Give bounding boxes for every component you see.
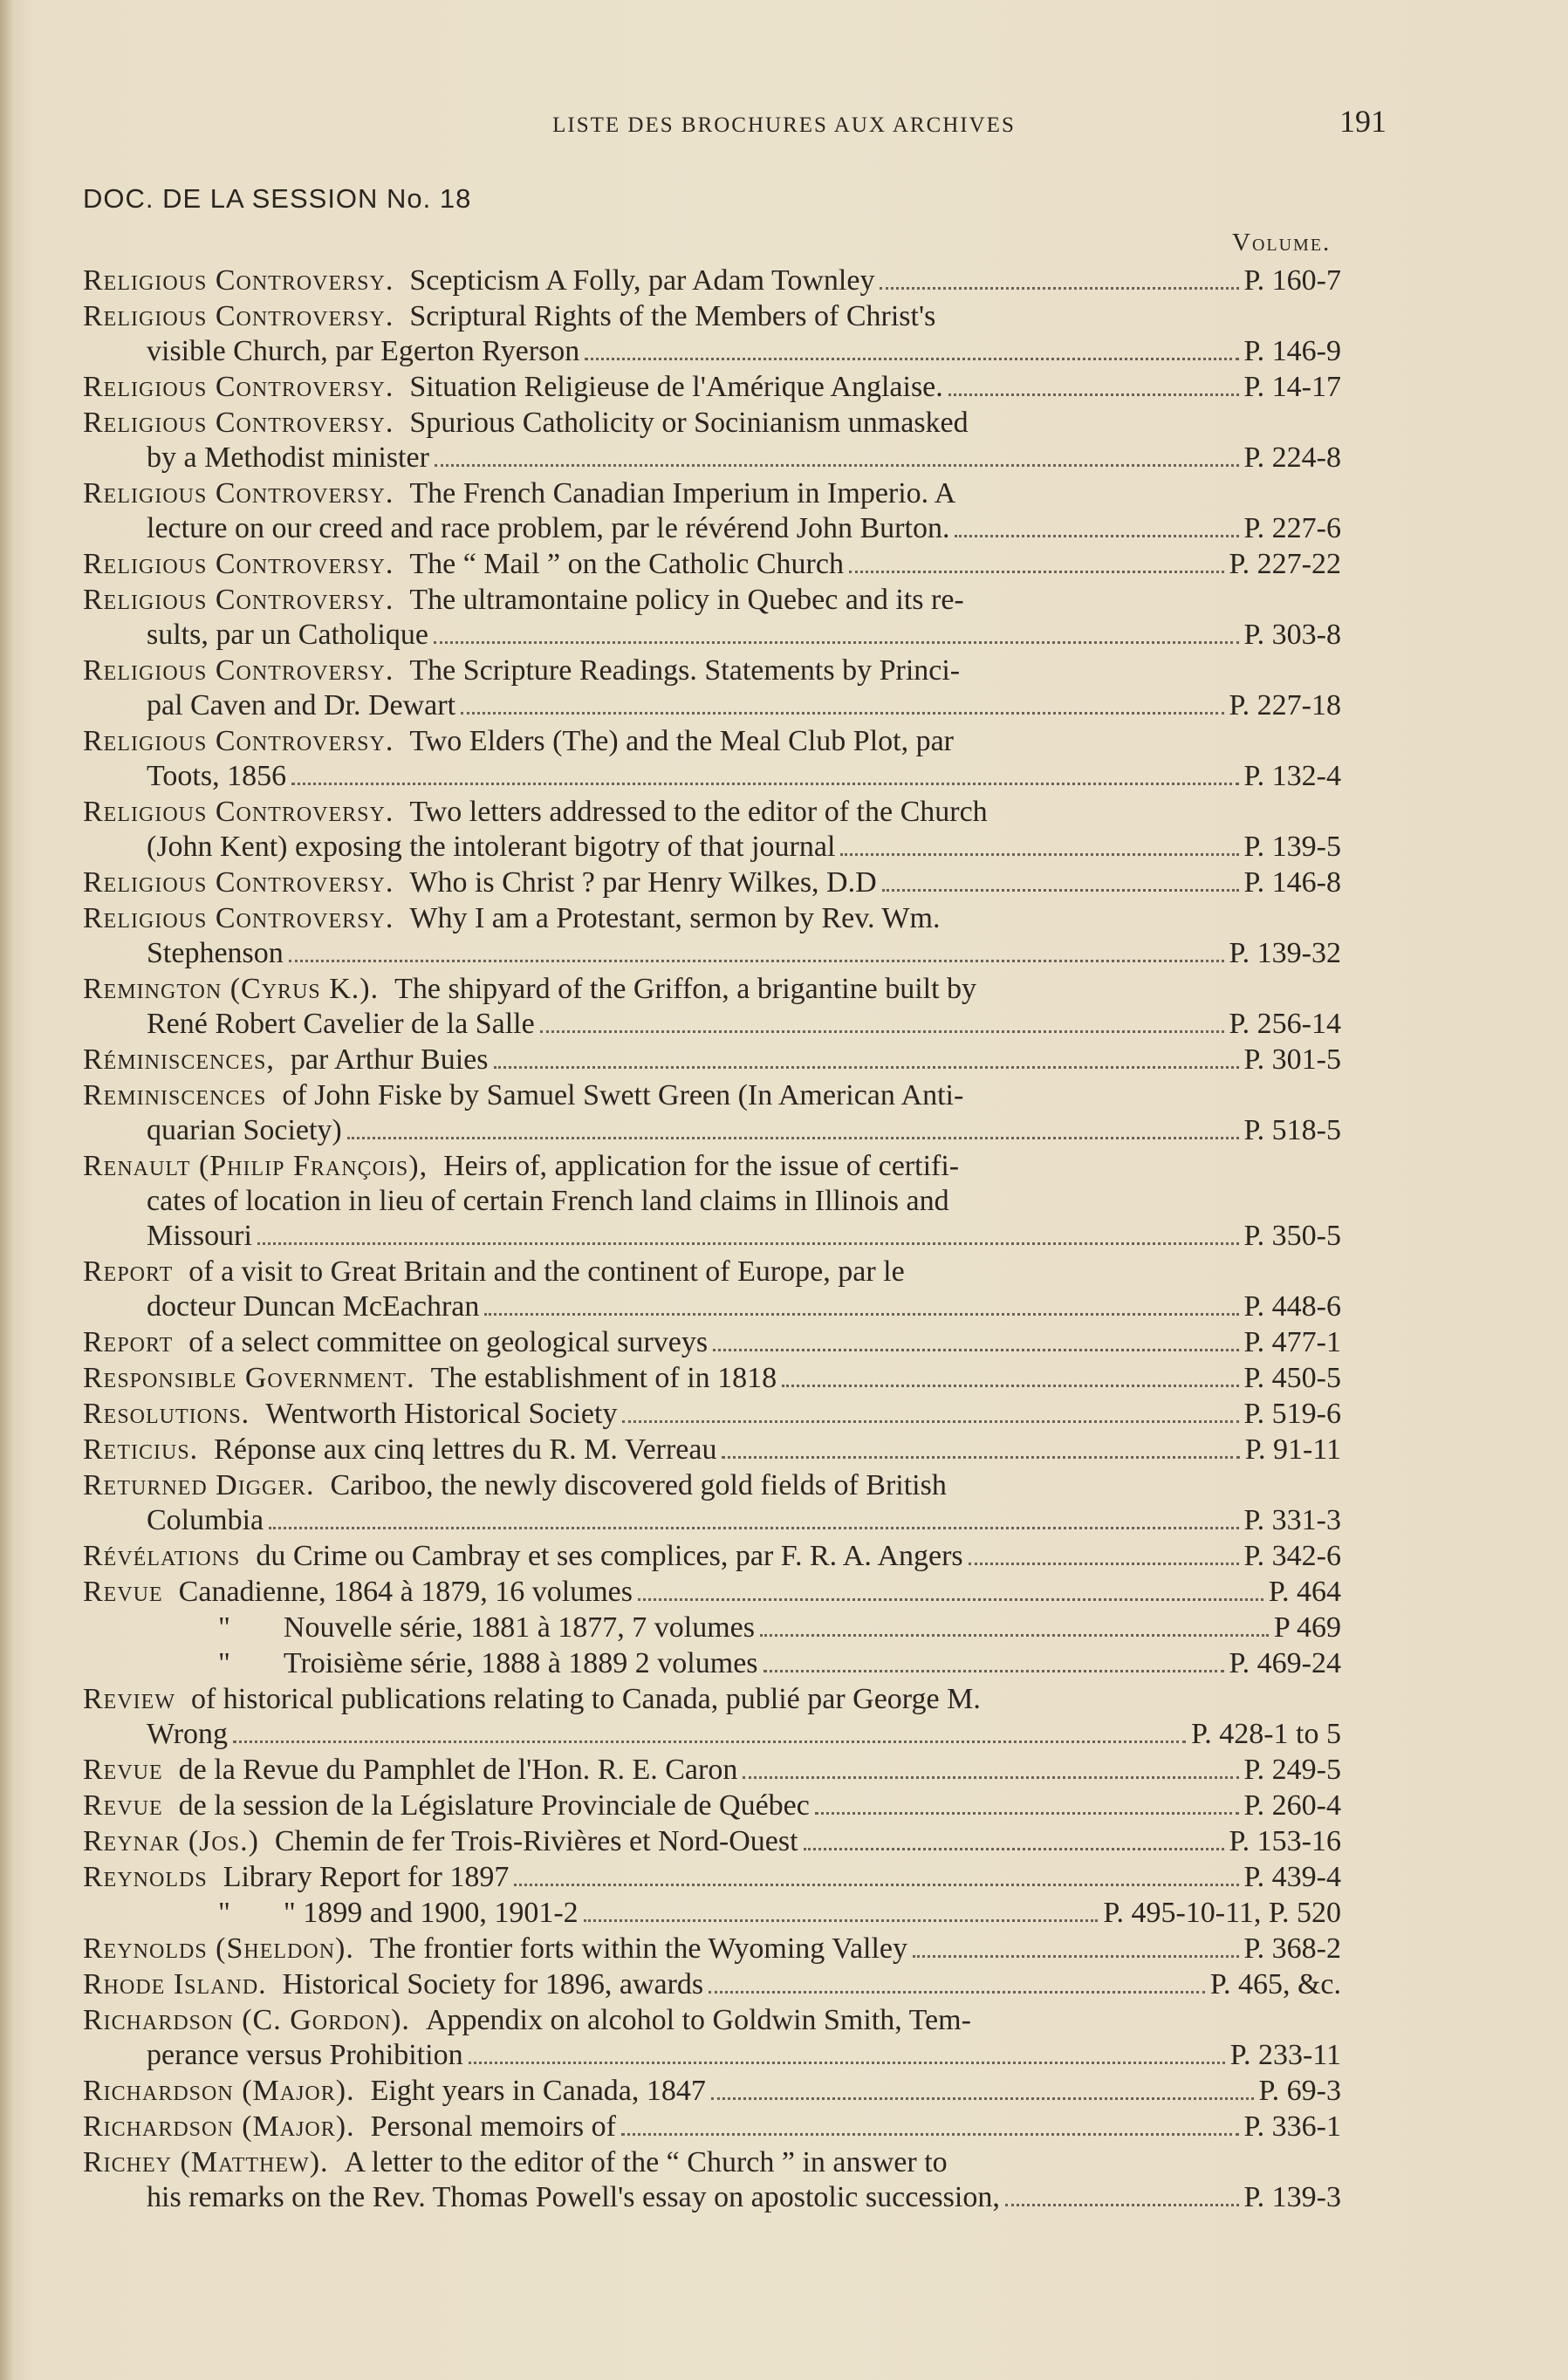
entry-heading: Richardson (C. Gordon).	[83, 2004, 410, 2036]
entry-text: of historical publications relating to Canada, publié par George M.	[190, 1683, 981, 1715]
entry-text: his remarks on the Rev. Thomas Powell's essay on apostolic succession,	[147, 2181, 1000, 2213]
entry-heading: Religious Controversy.	[83, 371, 394, 403]
dot-leader	[638, 1598, 1263, 1601]
list-item	[0, 2003, 1341, 2073]
list-item	[0, 1967, 1341, 2002]
entry-heading: "	[218, 1897, 231, 1929]
dot-leader	[969, 1563, 1239, 1565]
entry-text: Stephenson	[147, 937, 284, 969]
dot-leader	[948, 393, 1239, 396]
list-item	[0, 406, 1341, 475]
volume-reference: P. 160-7	[1243, 264, 1341, 297]
volume-reference: P. 303-8	[1243, 619, 1341, 651]
volume-reference: P. 91-11	[1244, 1433, 1341, 1466]
entry-heading: Report	[83, 1326, 174, 1358]
dot-leader	[840, 853, 1238, 856]
dot-leader	[722, 1456, 1239, 1459]
list-item	[0, 2074, 1341, 2109]
entry-heading: Religious Controversy.	[83, 407, 394, 439]
list-item	[0, 299, 1341, 369]
dot-leader	[621, 2133, 1239, 2136]
entry-heading: Renault (Philip François),	[83, 1150, 428, 1182]
volume-reference: P. 227-6	[1243, 512, 1341, 544]
list-item	[0, 1575, 1341, 1610]
dot-leader	[880, 287, 1238, 290]
list-item	[0, 653, 1341, 723]
dot-leader	[815, 1812, 1239, 1815]
dot-leader	[713, 1349, 1238, 1351]
entry-heading: "	[218, 1647, 231, 1679]
entry-text: de la session de la Législature Provinciale de Québec	[178, 1789, 810, 1822]
entry-text: Nouvelle série, 1881 à 1877, 7 volumes	[283, 1611, 756, 1644]
entry-text: Canadienne, 1864 à 1879, 16 volumes	[178, 1576, 633, 1608]
dot-leader	[711, 2097, 1254, 2100]
entry-text: visible Church, par Egerton Ryerson	[147, 335, 580, 367]
dot-leader	[347, 1137, 1239, 1139]
entry-text: Réponse aux cinq lettres du R. M. Verreau	[214, 1433, 717, 1466]
entry-text: quarian Society)	[147, 1114, 342, 1146]
list-item	[0, 1078, 1341, 1148]
entry-text: Two Elders (The) and the Meal Club Plot, par	[409, 725, 954, 757]
dot-leader	[709, 1991, 1205, 1994]
entry-heading: Religious Controversy.	[83, 477, 394, 510]
entry-heading: Reminiscences	[83, 1079, 267, 1111]
entry-heading: Reticius.	[83, 1433, 199, 1466]
volume-reference: P. 368-2	[1243, 1932, 1341, 1965]
entry-text: docteur Duncan McEachran	[147, 1290, 480, 1323]
entry-text: Troisième série, 1888 à 1889 2 volumes	[283, 1647, 758, 1679]
entry-text: Cariboo, the newly discovered gold fields of British	[330, 1469, 947, 1501]
entry-text: The “ Mail ” on the Catholic Church	[409, 548, 844, 580]
dot-leader	[291, 783, 1238, 785]
entry-text: Two letters addressed to the editor of the Church	[409, 796, 988, 828]
entry-heading: Religious Controversy.	[83, 796, 394, 828]
entry-text: The Scripture Readings. Statements by Princi-	[409, 654, 961, 687]
list-item	[0, 1611, 1341, 1645]
entry-text: cates of location in lieu of certain French land claims in Illinois and	[147, 1185, 949, 1217]
volume-reference: P. 495-10-11, P. 520	[1103, 1897, 1341, 1929]
volume-reference: P. 132-4	[1243, 760, 1341, 792]
list-item	[0, 795, 1341, 865]
entry-text: Columbia	[147, 1504, 264, 1536]
dot-leader	[269, 1527, 1238, 1529]
dot-leader	[584, 1919, 1099, 1922]
entry-heading: Revue	[83, 1576, 163, 1608]
dot-leader	[1005, 2204, 1239, 2206]
dot-leader	[804, 1848, 1224, 1850]
dot-leader	[743, 1776, 1238, 1779]
list-item	[0, 2145, 1341, 2215]
entry-text: Historical Society for 1896, awards	[282, 1968, 704, 2000]
volume-reference: P. 224-8	[1243, 441, 1341, 474]
entry-heading: Religious Controversy.	[83, 866, 394, 899]
entry-text: Chemin de fer Trois-Rivières et Nord-Ouest	[274, 1825, 798, 1857]
entry-text: lecture on our creed and race problem, par le révérend John Burton.	[147, 512, 950, 544]
entry-text: The frontier forts within the Wyoming Valley	[369, 1932, 908, 1965]
entry-heading: Religious Controversy.	[83, 584, 394, 616]
dot-leader	[484, 1313, 1238, 1316]
list-item	[0, 1361, 1341, 1396]
volume-reference: P. 139-32	[1229, 937, 1341, 969]
list-item	[0, 1325, 1341, 1360]
list-item	[0, 1397, 1341, 1432]
volume-reference: P. 233-11	[1229, 2039, 1341, 2071]
dot-leader	[913, 1955, 1239, 1958]
dot-leader	[585, 358, 1238, 360]
entry-list	[0, 263, 1568, 2216]
list-item	[0, 901, 1341, 971]
list-item	[0, 1753, 1341, 1788]
entry-heading: Religious Controversy.	[83, 902, 394, 934]
volume-reference: P. 519-6	[1243, 1398, 1341, 1430]
document-label: DOC. DE LA SESSION No. 18	[83, 183, 472, 214]
volume-reference: P. 139-5	[1243, 831, 1341, 863]
volume-reference: P. 227-22	[1229, 548, 1341, 580]
list-item	[0, 1682, 1341, 1752]
dot-leader	[622, 1420, 1238, 1423]
volume-reference: P. 249-5	[1243, 1754, 1341, 1786]
entry-text: of a select committee on geological surveys	[188, 1326, 709, 1358]
entry-heading: Returned Digger.	[83, 1469, 315, 1501]
page-number: 191	[1339, 104, 1387, 139]
entry-text: Personal memoirs of	[370, 2110, 616, 2143]
volume-reference: P. 256-14	[1229, 1008, 1341, 1040]
dot-leader	[289, 960, 1224, 962]
entry-heading: Reynolds	[83, 1861, 208, 1893]
entry-text: Appendix on alcohol to Goldwin Smith, Tem-	[425, 2004, 971, 2036]
dot-leader	[763, 1670, 1224, 1672]
volume-reference: P. 146-8	[1243, 866, 1341, 899]
list-item	[0, 1896, 1341, 1931]
entry-text: Wentworth Historical Society	[265, 1398, 618, 1430]
entry-heading: Review	[83, 1683, 175, 1715]
entry-text: The French Canadian Imperium in Imperio. A	[409, 477, 956, 510]
entry-text: du Crime ou Cambray et ses complices, par F. R. A. Angers	[256, 1540, 963, 1572]
dot-leader	[435, 464, 1239, 467]
entry-text: perance versus Prohibition	[147, 2039, 463, 2071]
volume-reference: P. 146-9	[1243, 335, 1341, 367]
entry-text: A letter to the editor of the “ Church ” in answer to	[344, 2146, 948, 2178]
entry-heading: Responsible Government.	[83, 1362, 415, 1394]
entry-heading: Richardson (Major).	[83, 2075, 355, 2107]
dot-leader	[434, 641, 1239, 644]
list-item	[0, 547, 1341, 582]
entry-heading: Réminiscences,	[83, 1043, 275, 1076]
dot-leader	[955, 535, 1238, 537]
volume-reference: P. 465, &c.	[1209, 1968, 1341, 2000]
list-item	[0, 1824, 1341, 1859]
entry-heading: Remington (Cyrus K.).	[83, 973, 380, 1005]
list-item	[0, 972, 1341, 1042]
volume-reference: P. 518-5	[1243, 1114, 1341, 1146]
list-item	[0, 1255, 1341, 1324]
entry-text: Who is Christ ? par Henry Wilkes, D.D	[409, 866, 877, 899]
entry-heading: Religious Controversy.	[83, 300, 394, 332]
dot-leader	[257, 1242, 1239, 1245]
entry-text: Why I am a Protestant, sermon by Rev. Wm.	[409, 902, 941, 934]
list-item	[0, 1433, 1341, 1467]
volume-reference: P. 336-1	[1243, 2110, 1341, 2143]
volume-reference: P. 469-24	[1229, 1647, 1341, 1679]
dot-leader	[782, 1385, 1238, 1387]
entry-text: par Arthur Buies	[290, 1043, 489, 1076]
volume-reference: P. 331-3	[1243, 1504, 1341, 1536]
entry-heading: Reynar (Jos.)	[83, 1825, 259, 1857]
list-item	[0, 1932, 1341, 1966]
dot-leader	[882, 889, 1239, 892]
list-item	[0, 263, 1341, 298]
entry-heading: Revue	[83, 1754, 163, 1786]
list-item	[0, 1788, 1341, 1823]
list-item	[0, 1468, 1341, 1538]
entry-text: Eight years in Canada, 1847	[370, 2075, 706, 2107]
entry-text: Spurious Catholicity or Socinianism unmasked	[409, 407, 969, 439]
volume-reference: P. 464	[1268, 1576, 1341, 1608]
list-item	[0, 476, 1341, 546]
volume-reference: P. 428-1 to 5	[1191, 1718, 1341, 1750]
list-item	[0, 583, 1341, 653]
list-item	[0, 1646, 1341, 1681]
entry-text: sults, par un Catholique	[147, 619, 428, 651]
dot-leader	[233, 1741, 1186, 1743]
volume-reference: P 469	[1273, 1611, 1341, 1644]
dot-leader	[494, 1066, 1239, 1069]
entry-heading: Religious Controversy.	[83, 725, 394, 757]
entry-heading: Revue	[83, 1789, 163, 1822]
list-item	[0, 370, 1341, 405]
volume-reference: P. 448-6	[1243, 1290, 1341, 1323]
entry-text: pal Caven and Dr. Dewart	[147, 689, 456, 722]
volume-reference: P. 350-5	[1243, 1220, 1341, 1252]
entry-text: Library Report for 1897	[223, 1861, 510, 1893]
entry-text: Missouri	[147, 1220, 252, 1252]
list-item	[0, 2110, 1341, 2144]
list-item	[0, 865, 1341, 900]
entry-heading: Report	[83, 1255, 174, 1288]
entry-text: Scepticism A Folly, par Adam Townley	[409, 264, 875, 297]
list-item	[0, 724, 1341, 794]
entry-text: of a visit to Great Britain and the continent of Europe, par le	[188, 1255, 905, 1288]
entry-text: Situation Religieuse de l'Amérique Anglaise.	[409, 371, 943, 403]
dot-leader	[760, 1634, 1269, 1637]
entry-text: Heirs of, application for the issue of certifi-	[443, 1150, 960, 1182]
dot-leader	[540, 1030, 1224, 1033]
entry-text: de la Revue du Pamphlet de l'Hon. R. E. Caron	[178, 1754, 738, 1786]
entry-text: The ultramontaine policy in Quebec and its re-	[409, 584, 964, 616]
entry-heading: Richardson (Major).	[83, 2110, 355, 2143]
entry-text: The shipyard of the Griffon, a brigantine built by	[394, 973, 977, 1005]
list-item	[0, 1539, 1341, 1574]
list-item	[0, 1860, 1341, 1895]
entry-heading: Resolutions.	[83, 1398, 250, 1430]
entry-text: " 1899 and 1900, 1901-2	[283, 1897, 579, 1929]
volume-column-label: Volume.	[1232, 229, 1332, 256]
entry-heading: Religious Controversy.	[83, 264, 394, 297]
dot-leader	[461, 712, 1223, 715]
entry-text: by a Methodist minister	[147, 441, 429, 474]
volume-reference: P. 439-4	[1243, 1861, 1341, 1893]
entry-heading: Révélations	[83, 1540, 241, 1572]
entry-text: The establishment of in 1818	[430, 1362, 777, 1394]
entry-text: Toots, 1856	[147, 760, 287, 792]
list-item	[0, 1149, 1341, 1254]
volume-reference: P. 69-3	[1258, 2075, 1341, 2107]
entry-text: of John Fiske by Samuel Swett Green (In American Anti-	[282, 1079, 964, 1111]
running-title: LISTE DES BROCHURES AUX ARCHIVES	[552, 113, 1016, 137]
entry-heading: Religious Controversy.	[83, 654, 394, 687]
entry-text: Scriptural Rights of the Members of Christ's	[409, 300, 936, 332]
entry-text: Wrong	[147, 1718, 229, 1750]
volume-reference: P. 301-5	[1243, 1043, 1341, 1076]
dot-leader	[514, 1884, 1238, 1886]
volume-reference: P. 477-1	[1243, 1326, 1341, 1358]
entry-text: (John Kent) exposing the intolerant bigotry of that journal	[147, 831, 836, 863]
list-item	[0, 1043, 1341, 1077]
volume-reference: P. 153-16	[1229, 1825, 1341, 1857]
entry-heading: Richey (Matthew).	[83, 2146, 329, 2178]
dot-leader	[469, 2062, 1225, 2064]
entry-heading: "	[218, 1611, 231, 1644]
entry-heading: Rhode Island.	[83, 1968, 267, 2000]
entry-heading: Reynolds (Sheldon).	[83, 1932, 354, 1965]
volume-reference: P. 260-4	[1243, 1789, 1341, 1822]
volume-reference: P. 14-17	[1243, 371, 1341, 403]
dot-leader	[849, 571, 1224, 573]
entry-text: René Robert Cavelier de la Salle	[147, 1008, 535, 1040]
entry-heading: Religious Controversy.	[83, 548, 394, 580]
volume-reference: P. 139-3	[1243, 2181, 1341, 2213]
volume-reference: P. 342-6	[1243, 1540, 1341, 1572]
volume-reference: P. 227-18	[1229, 689, 1341, 722]
volume-reference: P. 450-5	[1243, 1362, 1341, 1394]
